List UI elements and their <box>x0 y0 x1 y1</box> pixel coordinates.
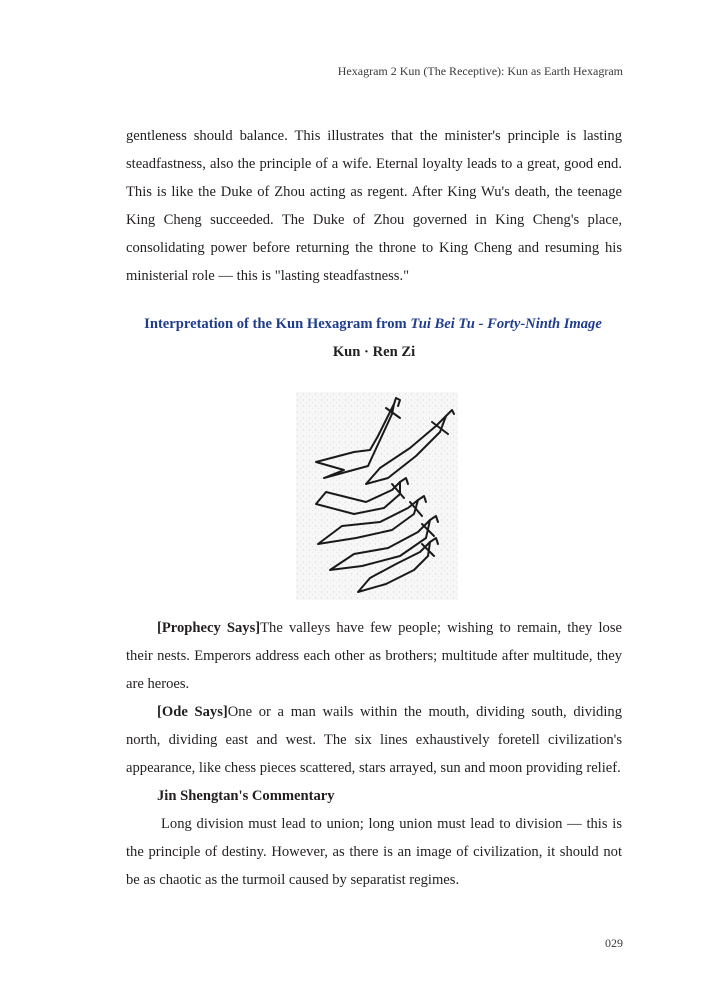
swords-illustration <box>296 392 458 600</box>
ode-label: [Ode Says] <box>157 704 228 720</box>
running-header: Hexagram 2 Kun (The Receptive): Kun as Earth Hexagram <box>337 64 623 78</box>
prophecy-text: The valleys have few people; wishing to remain, they lose their nests. Emperors address each other as brothers; multitude after multitude, they are heroes. <box>126 620 622 692</box>
intro-paragraph: gentleness should balance. This illustrates that the minister's principle is lasting steadfastness, also the principle of a wife. Eternal loyalty leads to a great, good end. This is like the Duke of Zhou acting as regent. After King Wu's death, the teenage King Cheng succeeded. The Duke of Zhou governed in King Cheng's place, consolidating power before returning the throne to King Cheng and resuming his ministerial role — this is "lasting steadfastness." <box>126 128 622 284</box>
intro-block <box>126 122 622 290</box>
ode-text: One or a man wails within the mouth, dividing south, dividing north, dividing east and west. The six lines exhaustively foretell civilization's appearance, like chess pieces scattered, stars arrayed, sun and moon providing relief. <box>126 704 622 776</box>
section-title-prefix: Interpretation of the Kun Hexagram from <box>144 316 411 332</box>
page-number: 029 <box>605 936 623 950</box>
ode-paragraph <box>126 698 622 782</box>
prophecy-paragraph <box>126 614 622 698</box>
prophecy-label: [Prophecy Says] <box>157 620 261 636</box>
commentary-heading: Jin Shengtan's Commentary <box>157 788 335 804</box>
swords-icon <box>296 392 458 600</box>
section-subtitle: Kun · Ren Zi <box>332 344 416 360</box>
commentary-paragraph: Long division must lead to union; long union must lead to division — this is the principle of destiny. However, as there is an image of civilization, it should not be as chaotic as the turmoil caused by separatist regimes. <box>126 816 622 888</box>
section-title-italic: Tui Bei Tu - Forty-Ninth Image <box>410 316 602 332</box>
section-title <box>60 316 686 333</box>
body-block <box>126 614 622 894</box>
